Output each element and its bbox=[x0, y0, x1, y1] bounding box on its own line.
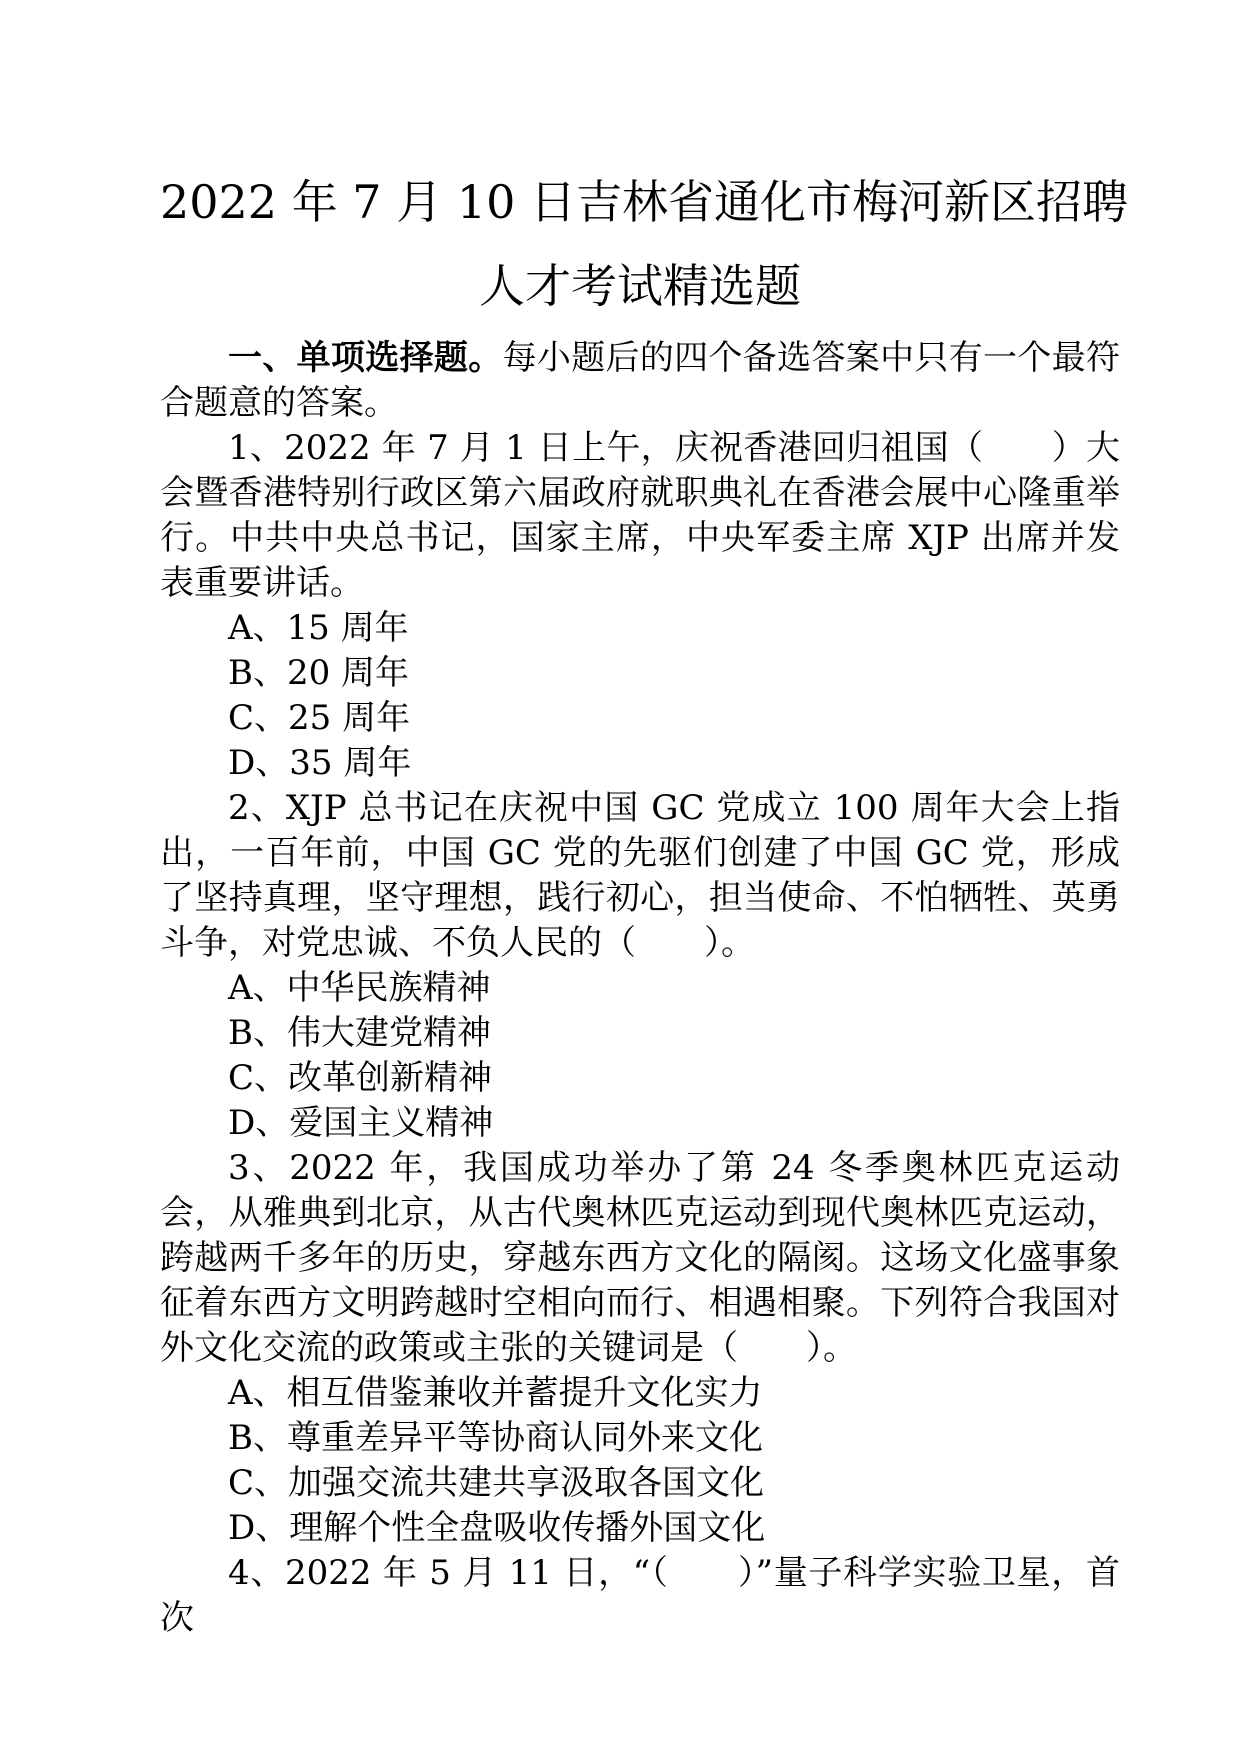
document-page bbox=[160, 160, 1128, 1641]
option-a: A、相互借鉴兼收并蓄提升文化实力 bbox=[228, 1373, 763, 1413]
title-line-2: 人才考试精选题 bbox=[479, 259, 801, 313]
question-stem: 3、2022 年，我国成功举办了第 24 冬季奥林匹克运动会，从雅典到北京，从古代奥林匹克运动到现代奥林匹克运动，跨越两千多年的历史，穿越东西方文化的隔阂。这场文化盛事象征着东西方文明跨越时空相向而行、相遇相聚。下列符合我国对外文化交流的政策或主张的关键词是（ ）。 bbox=[160, 1148, 1120, 1368]
question-3 bbox=[160, 1146, 1120, 1551]
option-d: D、爱国主义精神 bbox=[228, 1103, 494, 1143]
question-1 bbox=[160, 426, 1120, 786]
section-instruction bbox=[160, 336, 1120, 426]
title-line-1: 2022 年 7 月 10 日吉林省通化市梅河新区招聘 bbox=[160, 175, 1128, 229]
question-4 bbox=[160, 1551, 1120, 1641]
option-b: B、20 周年 bbox=[228, 653, 410, 693]
option-c: C、加强交流共建共享汲取各国文化 bbox=[228, 1463, 765, 1503]
option-b: B、尊重差异平等协商认同外来文化 bbox=[228, 1418, 763, 1458]
question-2 bbox=[160, 786, 1120, 1146]
option-a: A、15 周年 bbox=[228, 608, 409, 648]
document-title bbox=[160, 160, 1128, 328]
question-stem: 2、XJP 总书记在庆祝中国 GC 党成立 100 周年大会上指出，一百年前，中国 GC 党的先驱们创建了中国 GC 党，形成了坚持真理，坚守理想，践行初心，担当使命、不怕牺牲、英勇斗争，对党忠诚、不负人民的（ ）。 bbox=[160, 788, 1120, 963]
option-d: D、35 周年 bbox=[228, 743, 412, 783]
section-description: 每小题后的四个备选答案中只有一个最符合题意的答案。 bbox=[160, 338, 1121, 423]
question-stem: 1、2022 年 7 月 1 日上午，庆祝香港回归祖国（ ）大会暨香港特别行政区第六届政府就职典礼在香港会展中心隆重举行。中共中央总书记，国家主席，中央军委主席 XJP 出席并发表重要讲话。 bbox=[160, 428, 1120, 603]
option-d: D、理解个性全盘吸收传播外国文化 bbox=[228, 1508, 766, 1548]
option-c: C、25 周年 bbox=[228, 698, 411, 738]
option-c: C、改革创新精神 bbox=[228, 1058, 493, 1098]
document-body bbox=[160, 336, 1120, 1641]
option-a: A、中华民族精神 bbox=[228, 968, 491, 1008]
option-b: B、伟大建党精神 bbox=[228, 1013, 491, 1053]
section-heading: 一、单项选择题。 bbox=[228, 338, 503, 378]
question-stem: 4、2022 年 5 月 11 日，“（ ）”量子科学实验卫星，首次 bbox=[160, 1553, 1120, 1638]
